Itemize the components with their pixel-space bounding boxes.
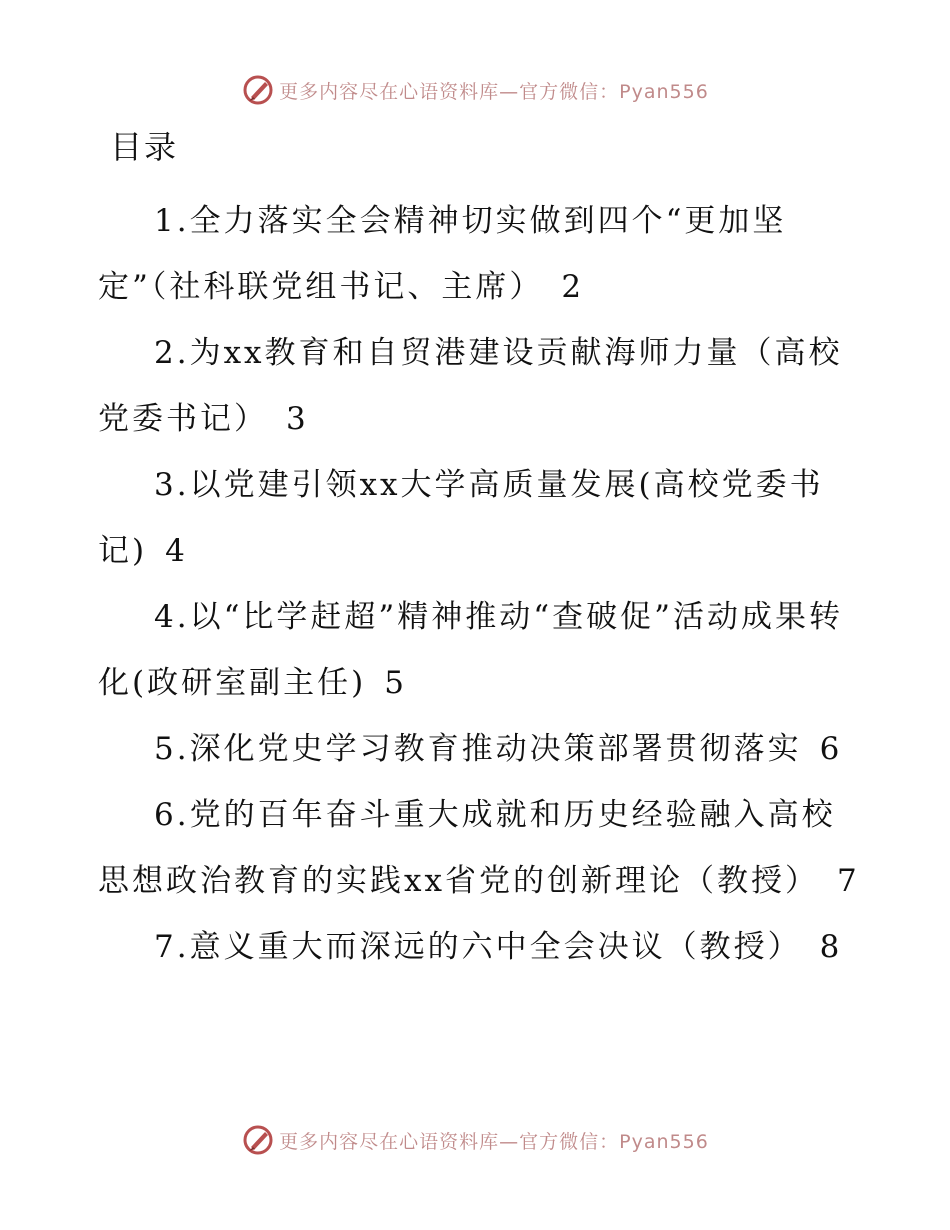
- toc-item-7: [98, 914, 858, 980]
- watermark-text: 更多内容尽在心语资料库—官方微信：Pyan556: [279, 80, 709, 103]
- pen-logo-icon: [241, 1123, 275, 1157]
- toc-item-text: 4.以“比学赶超”精神推动“查破促”活动成果转化(政研室副主任): [98, 599, 843, 701]
- toc-item-text: 5.深化党史学习教育推动决策部署贯彻落实: [154, 731, 802, 767]
- toc-item-text: 7.意义重大而深远的六中全会决议（教授）: [154, 929, 802, 965]
- toc-item-6: [98, 782, 858, 914]
- toc-page-number: 6: [819, 731, 840, 767]
- toc-item-5: [98, 716, 858, 782]
- toc-item-text: 3.以党建引领xx大学高质量发展(高校党委书记): [98, 467, 824, 569]
- toc-list: [98, 188, 858, 980]
- header-watermark: [0, 70, 950, 110]
- toc-item-text: 6.党的百年奋斗重大成就和历史经验融入高校思想政治教育的实践xx省党的创新理论（教授）: [98, 797, 836, 899]
- toc-title: 目录: [110, 128, 179, 166]
- toc-item-text: 1.全力落实全会精神切实做到四个“更加坚定”（社科联党组书记、主席）: [98, 203, 787, 305]
- toc-item-3: [98, 452, 858, 584]
- footer-watermark: [0, 1120, 950, 1160]
- toc-page-number: 3: [286, 401, 306, 437]
- toc-page-number: 2: [561, 269, 582, 305]
- toc-item-text: 2.为xx教育和自贸港建设贡献海师力量（高校党委书记）: [98, 335, 843, 437]
- toc-page-number: 8: [819, 929, 840, 965]
- toc-page-number: 7: [836, 863, 857, 899]
- toc-item-4: [98, 584, 858, 716]
- toc-item-1: [98, 188, 858, 320]
- watermark-text: 更多内容尽在心语资料库—官方微信：Pyan556: [279, 1130, 709, 1153]
- toc-page-number: 4: [165, 533, 185, 569]
- toc-page-number: 5: [384, 665, 404, 701]
- pen-logo-icon: [241, 73, 275, 107]
- toc-item-2: [98, 320, 858, 452]
